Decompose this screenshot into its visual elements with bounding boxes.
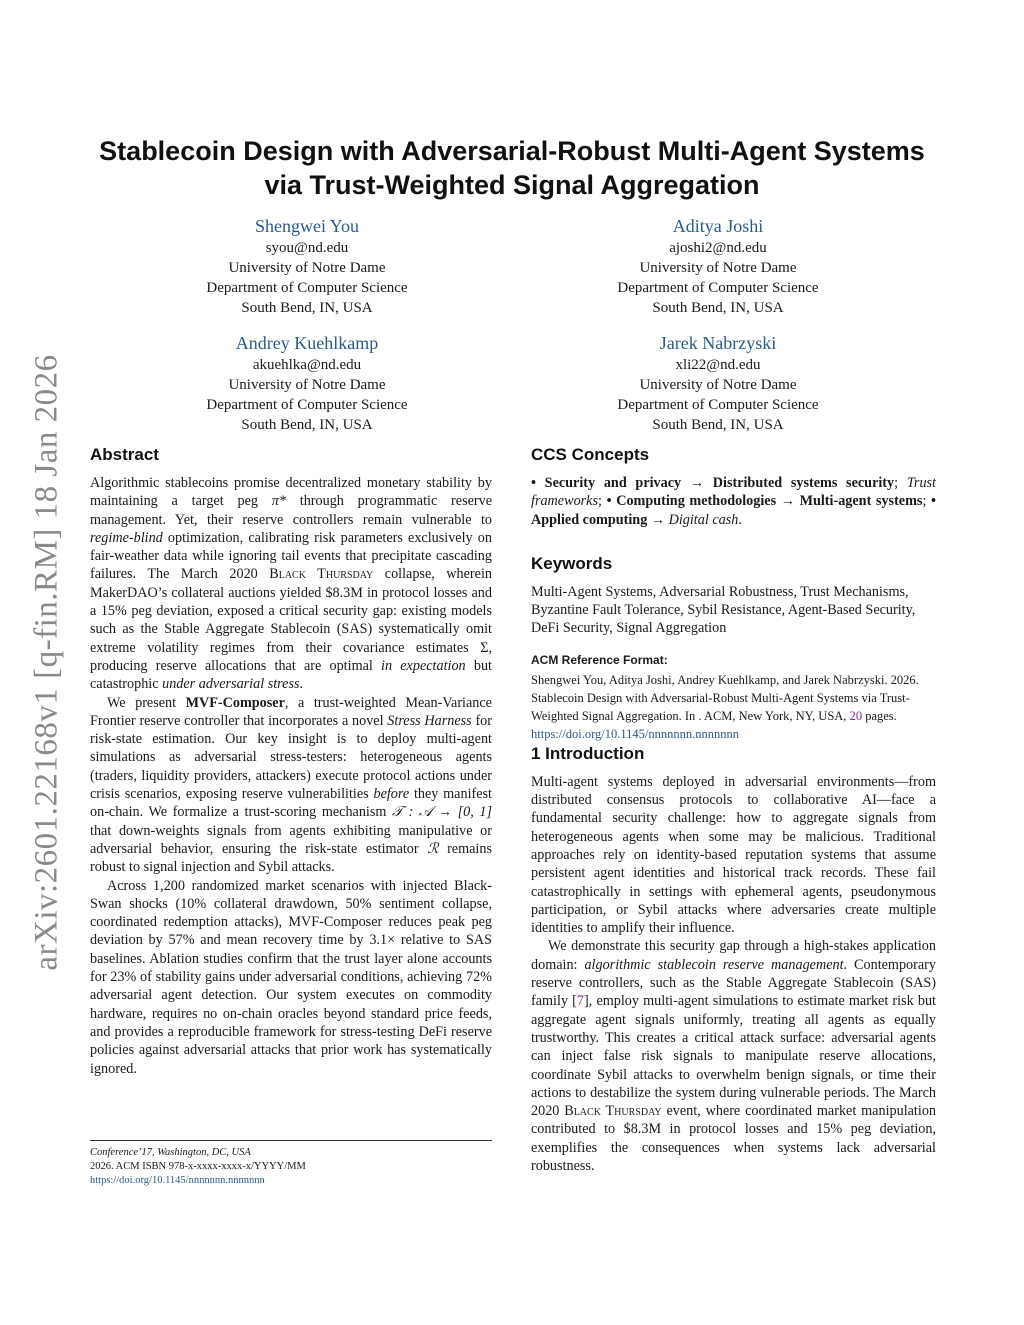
pages-link[interactable]: 20 xyxy=(849,708,863,723)
author-department: Department of Computer Science xyxy=(617,280,819,296)
author-email: ajoshi2@nd.edu xyxy=(669,240,767,256)
author-location: South Bend, IN, USA xyxy=(652,417,784,433)
author-block xyxy=(558,214,878,318)
ccs-heading: CCS Concepts xyxy=(531,445,650,464)
footnote-conference: Conference’17, Washington, DC, USA xyxy=(90,1147,251,1158)
author-name[interactable]: Shengwei You xyxy=(254,216,360,236)
author-block xyxy=(147,331,467,435)
acm-reference-heading: ACM Reference Format: xyxy=(531,652,668,667)
introduction-paragraph-1: Multi-agent systems deployed in adversarial environments—from distributed consensus protocols to collaborative AI—face a fundamental security challenge: how to aggregate signals from heterogeneous agents when some may be malicious. Traditional approaches rely on identity-based reputation systems that assume persistent agent identities and historical track records. These fail catastrophically in settings with ephemeral agents, pseudonymous participation, or Sybil attacks where adversaries create multiple identities to amplify their influence. xyxy=(531,773,936,937)
footnote-doi-link[interactable]: https://doi.org/10.1145/nnnnnnn.nnnnnnn xyxy=(90,1175,265,1186)
abstract-heading: Abstract xyxy=(90,445,159,464)
title-line-2: via Trust-Weighted Signal Aggregation xyxy=(264,170,760,200)
author-location: South Bend, IN, USA xyxy=(241,300,373,316)
author-location: South Bend, IN, USA xyxy=(652,300,784,316)
acm-reference-text: Shengwei You, Aditya Joshi, Andrey Kuehlkamp, and Jarek Nabrzyski. 2026. Stablecoin Design with Adversarial-Robust Multi-Agent Systems via Trust-Weighted Signal Aggregation. In . ACM, New York, NY, USA, 20 pages. https://doi.org/10.1145/nnnnnnn.nnnnnnn xyxy=(531,672,919,741)
arxiv-stamp-text: arXiv:2601.22168v1 [q-fin.RM] 18 Jan 2026 xyxy=(28,353,65,971)
footnote-isbn: 2026. ACM ISBN 978-x-xxxx-xxxx-x/YYYY/MM xyxy=(90,1161,306,1172)
introduction-heading: 1 Introduction xyxy=(531,743,645,763)
abstract-paragraph-1: Algorithmic stablecoins promise decentralized monetary stability by maintaining a target peg π* through programmatic reserve management. Yet, their reserve controllers remain vulnerable to regime-blind optimization, calibrating risk parameters exclusively on fair-weather data while ignoring tail events that precipitate cascading failures. The March 2020 Black Thursday collapse, wherein MakerDAO’s collateral auctions yielded $8.3M in protocol losses and a 15% peg deviation, exposed a critical security gap: existing models such as the Stable Aggregate Stablecoin (SAS) systematically omit extreme volatility regimes from their covariance estimates Σ, producing reserve allocations that are optimal in expectation but catastrophic under adversarial stress. xyxy=(90,475,493,693)
author-email: xli22@nd.edu xyxy=(675,357,761,373)
citation-link[interactable]: 7 xyxy=(576,993,585,1010)
author-institution: University of Notre Dame xyxy=(228,377,386,393)
keywords-heading: Keywords xyxy=(531,553,613,573)
left-column xyxy=(90,444,492,1078)
author-email: akuehlka@nd.edu xyxy=(252,357,362,373)
abstract-paragraph-2: We present MVF-Composer, a trust-weighted Mean-Variance Frontier reserve controller that incorporates a novel Stress Harness for risk-state estimation. Our key insight is to deploy multi-agent simulations as adversarial stress-testers: heterogeneous agents (traders, liquidity providers, attackers) execute protocol actions under crisis scenarios, exposing reserve vulnerabilities before they manifest on-chain. We formalize a trust-scoring mechanism 𝒯 : 𝒜 → [0, 1] that down-weights signals from agents exhibiting manipulative or adversarial behavior, ensuring the risk-state estimator ℛ remains robust to signal injection and Sybil attacks. xyxy=(90,694,493,876)
author-institution: University of Notre Dame xyxy=(228,260,386,276)
author-name[interactable]: Andrey Kuehlkamp xyxy=(235,333,379,353)
footnote xyxy=(90,1140,492,1188)
author-institution: University of Notre Dame xyxy=(639,377,797,393)
author-institution: University of Notre Dame xyxy=(639,260,797,276)
right-column xyxy=(531,444,936,1175)
author-department: Department of Computer Science xyxy=(206,280,408,296)
introduction-paragraph-2: We demonstrate this security gap through a high-stakes application domain: algorithmic stablecoin reserve management. Contemporary reserve controllers, such as the Stable Aggregate Stablecoin (SAS) family [7], employ multi-agent simulations to estimate market risk but aggregate agent signals uniformly, treating all agents as equally trustworthy. This creates a critical attack surface: adversarial agents can inject false risk signals to manipulate reserve allocations, coordinate Sybil attacks to overwhelm benign signals, or time their actions to destabilize the system during vulnerable periods. The March 2020 Black Thursday event, where coordinated market manipulation contributed to $8.3M in protocol losses and 15% peg deviation, exemplifies the consequences when systems lack adversarial robustness. xyxy=(531,938,937,1175)
author-block xyxy=(147,214,467,318)
author-email: syou@nd.edu xyxy=(265,240,349,256)
author-block xyxy=(558,331,878,435)
author-department: Department of Computer Science xyxy=(206,397,408,413)
abstract-paragraph-3: Across 1,200 randomized market scenarios with injected Black-Swan shocks (10% collateral drawdown, 50% sentiment collapse, coordinated redemption attacks), MVF-Composer reduces peak peg deviation by 57% and mean recovery time by 3.1× relative to SAS baselines. Ablation studies confirm that the trust layer alone accounts for 23% of stability gains under adversarial conditions, achieving 72% adversarial agent detection. Our system executes on commodity hardware, requires no on-chain oracles beyond standard price feeds, and provides a reproducible framework for stress-testing DeFi reserve policies against adversarial attacks that prior work has systematically ignored. xyxy=(90,877,492,1077)
author-department: Department of Computer Science xyxy=(617,397,819,413)
author-name[interactable]: Jarek Nabrzyski xyxy=(659,333,777,353)
ccs-concepts: • Security and privacy → Distributed systems security; Trust frameworks; • Computing methodologies → Multi-agent systems; • Applied computing → Digital cash. xyxy=(531,475,936,528)
arxiv-stamp xyxy=(30,352,64,972)
keywords-text: Multi-Agent Systems, Adversarial Robustness, Trust Mechanisms, Byzantine Fault Tolerance, Sybil Resistance, Agent-Based Security, DeFi Security, Signal Aggregation xyxy=(531,583,916,637)
title-line-1: Stablecoin Design with Adversarial-Robust Multi-Agent Systems xyxy=(99,136,925,166)
paper-title xyxy=(70,134,954,202)
author-location: South Bend, IN, USA xyxy=(241,417,373,433)
author-name[interactable]: Aditya Joshi xyxy=(672,216,764,236)
doi-link[interactable]: https://doi.org/10.1145/nnnnnnn.nnnnnnn xyxy=(531,726,739,741)
